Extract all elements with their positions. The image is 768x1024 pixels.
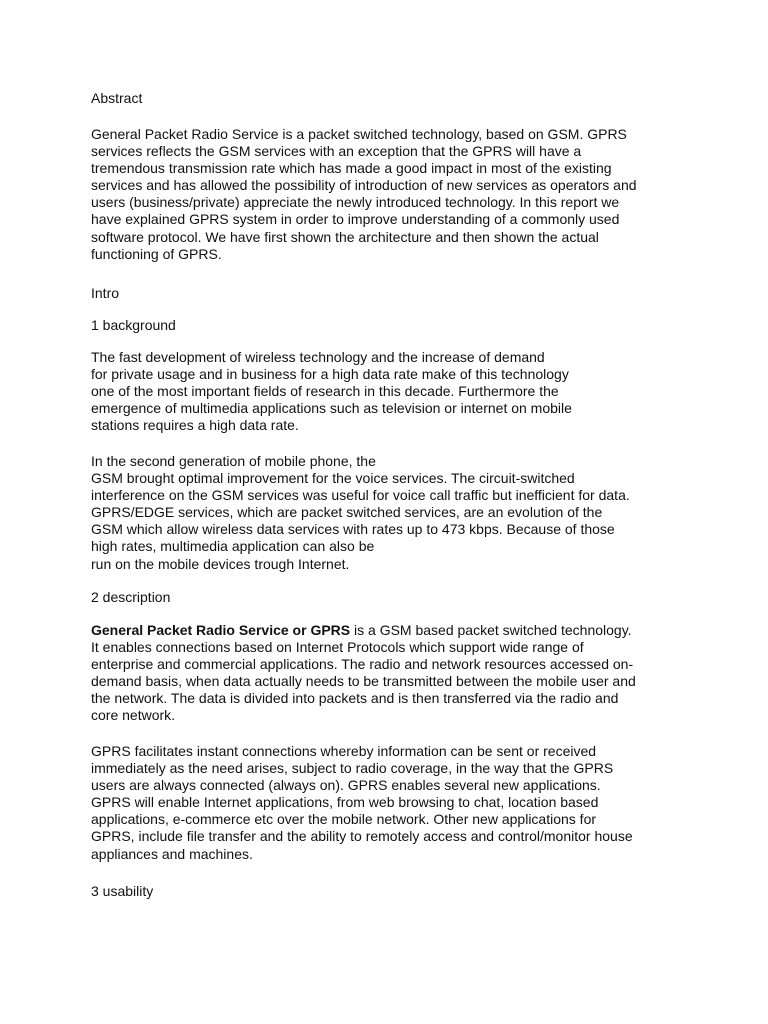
paragraph-line: GPRS will enable Internet applications, from web browsing to chat, location based: [91, 794, 599, 811]
intro-heading: [91, 285, 731, 302]
paragraph-line: one of the most important fields of research in this decade. Furthermore the: [91, 383, 559, 400]
paragraph-line: applications, e-commerce etc over the mobile network. Other new applications for: [91, 811, 597, 828]
paragraph-line: the network. The data is divided into packets and is then transferred via the radio and: [91, 690, 619, 707]
bold-term: General Packet Radio Service or GPRS: [91, 622, 351, 638]
paragraph-line: services and has allowed the possibility of introduction of new services as operators and: [91, 177, 637, 194]
usability-heading: [91, 883, 731, 900]
abstract-heading: [91, 90, 731, 107]
paragraph-line: interference on the GSM services was useful for voice call traffic but inefficient for data.: [91, 487, 630, 504]
paragraph-line: GPRS facilitates instant connections whereby information can be sent or received: [91, 743, 597, 759]
paragraph-line: emergence of multimedia applications such as television or internet on mobile: [91, 400, 572, 417]
description-heading: [91, 589, 731, 606]
heading-text: 1 background: [91, 317, 176, 333]
paragraph-first-line: [91, 622, 731, 639]
heading-text: Abstract: [91, 90, 143, 106]
heading-text: Intro: [91, 285, 120, 301]
paragraph-line: The fast development of wireless technology and the increase of demand: [91, 349, 545, 365]
gprs-applications-paragraph: [91, 743, 731, 863]
paragraph-line: enterprise and commercial applications. The radio and network resources accessed on-: [91, 656, 634, 673]
paragraph-line: stations requires a high data rate.: [91, 417, 299, 434]
background-heading: [91, 317, 731, 334]
paragraph-line: GSM brought optimal improvement for the voice services. The circuit-switched: [91, 470, 575, 487]
paragraph-text: is a GSM based packet switched technology.: [350, 622, 632, 638]
paragraph-line: run on the mobile devices trough Internet.: [91, 555, 350, 572]
paragraph-line: users (business/private) appreciate the newly introduced technology. In this report we: [91, 194, 620, 211]
paragraph-line: tremendous transmission rate which has made a good impact in most of the existing: [91, 160, 612, 177]
paragraph-line: GSM which allow wireless data services with rates up to 473 kbps. Because of those: [91, 521, 615, 538]
paragraph-line: immediately as the need arises, subject to radio coverage, in the way that the GPRS: [91, 760, 614, 777]
paragraph-line: have explained GPRS system in order to improve understanding of a commonly used: [91, 211, 620, 228]
heading-text: 3 usability: [91, 883, 154, 899]
paragraph-line: functioning of GPRS.: [91, 245, 222, 262]
paragraph-line: It enables connections based on Internet Protocols which support wide range of: [91, 639, 584, 656]
paragraph-line: software protocol. We have first shown the architecture and then shown the actual: [91, 228, 599, 245]
paragraph-line: for private usage and in business for a high data rate make of this technology: [91, 366, 569, 383]
heading-text: 2 description: [91, 589, 171, 605]
paragraph-line: appliances and machines.: [91, 845, 253, 862]
paragraph-line: General Packet Radio Service is a packet switched technology, based on GSM. GPRS: [91, 126, 627, 142]
paragraph-line: high rates, multimedia application can also be: [91, 538, 375, 555]
description-paragraph: [91, 622, 731, 725]
paragraph-line: GPRS/EDGE services, which are packet switched services, are an evolution of the: [91, 504, 603, 521]
paragraph-line: demand basis, when data actually needs to be transmitted between the mobile user and: [91, 673, 636, 690]
paragraph-line: In the second generation of mobile phone, the: [91, 453, 376, 469]
paragraph-line: core network.: [91, 707, 176, 724]
background-paragraph: [91, 349, 731, 434]
paragraph-line: users are always connected (always on). GPRS enables several new applications.: [91, 777, 601, 794]
paragraph-line: GPRS, include file transfer and the ability to remotely access and control/monitor house: [91, 828, 633, 845]
paragraph-line: services reflects the GSM services with an exception that the GPRS will have a: [91, 143, 582, 160]
second-generation-paragraph: [91, 453, 731, 573]
abstract-paragraph: [91, 126, 731, 263]
